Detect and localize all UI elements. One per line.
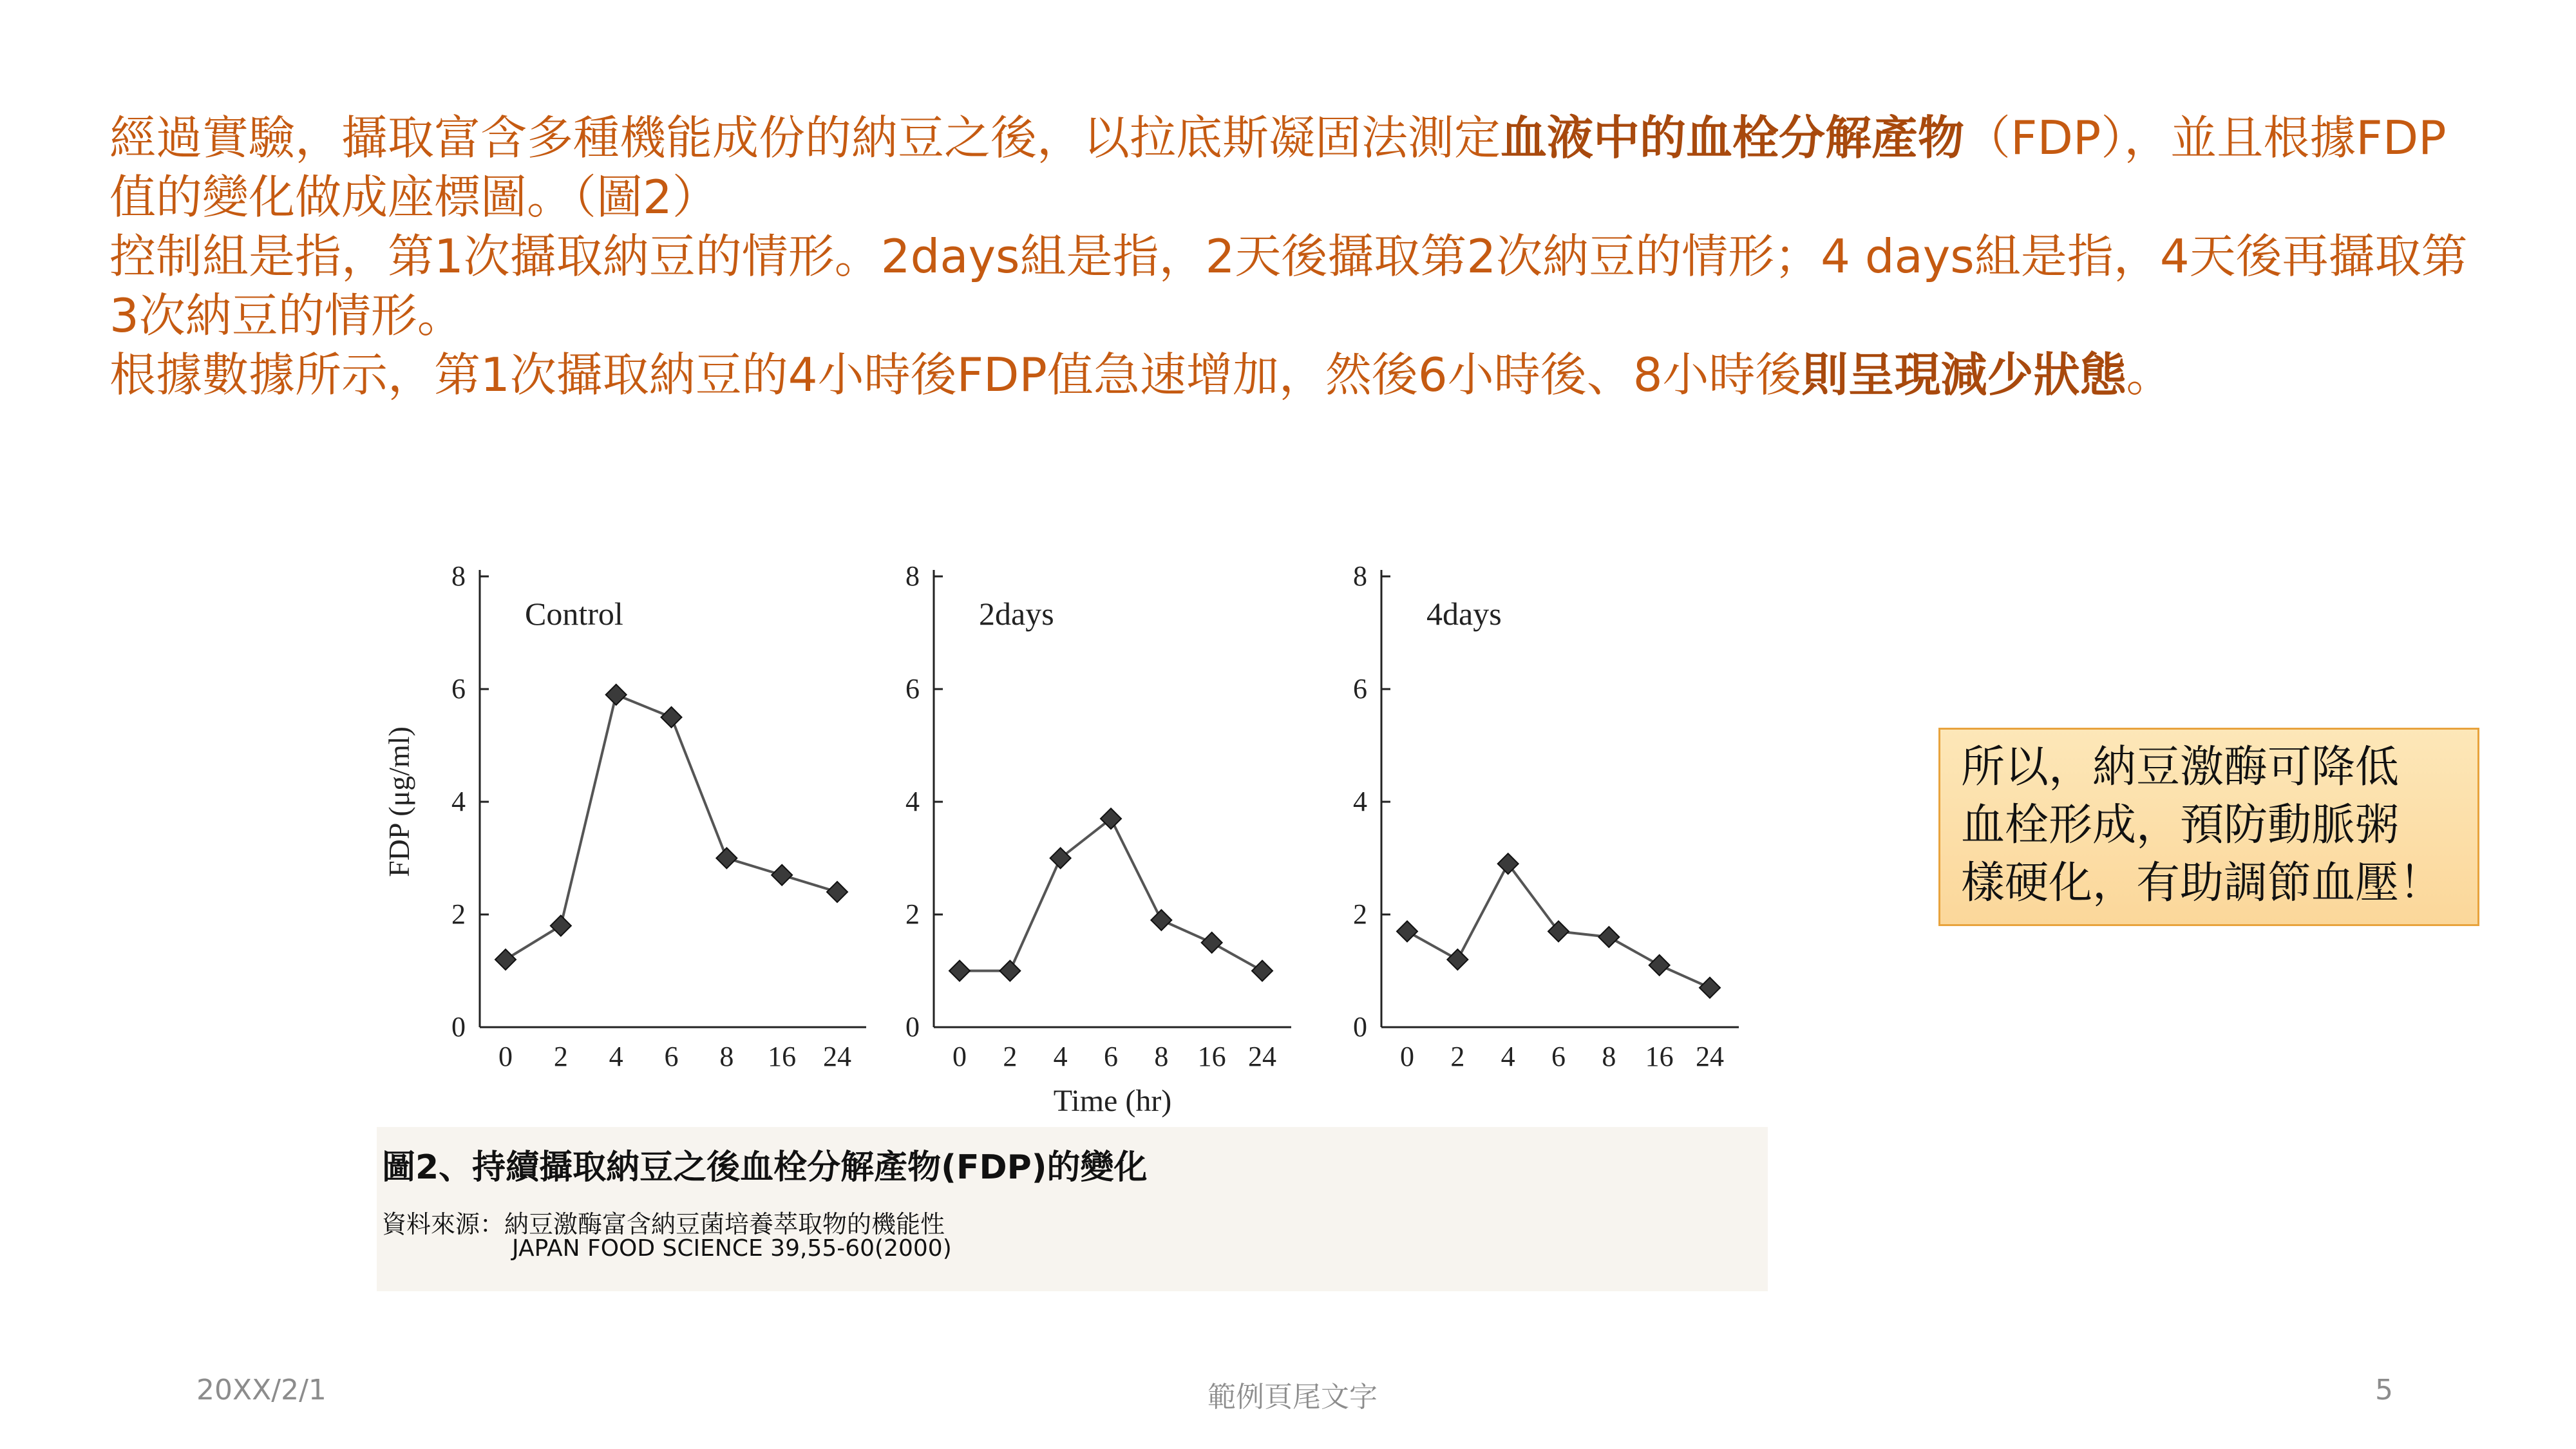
x-tick-label: 0 — [1400, 1041, 1414, 1072]
x-tick-label: 4 — [1501, 1041, 1515, 1072]
x-tick-label: 8 — [1154, 1041, 1169, 1072]
y-tick-label: 0 — [1353, 1011, 1367, 1043]
data-point — [1202, 933, 1222, 953]
y-tick-label: 4 — [905, 786, 920, 817]
x-tick-label: 16 — [768, 1041, 797, 1072]
data-point — [1649, 955, 1670, 976]
x-tick-label: 6 — [1551, 1041, 1566, 1072]
paragraph-groups — [109, 227, 2479, 345]
figure-caption-box — [377, 1127, 1768, 1291]
x-tick-label: 0 — [952, 1041, 967, 1072]
footer-text: 範例頁尾文字 — [1208, 1381, 1378, 1414]
p3-text-c: 。 — [2126, 348, 2173, 402]
x-tick-label: 8 — [719, 1041, 734, 1072]
y-tick-label: 6 — [1353, 673, 1367, 705]
fdp-charts — [377, 544, 1768, 1127]
x-tick-label: 24 — [1696, 1041, 1724, 1072]
data-point — [1151, 910, 1171, 931]
data-point — [772, 865, 792, 886]
x-tick-label: 0 — [498, 1041, 513, 1072]
x-tick-label: 6 — [1104, 1041, 1118, 1072]
x-tick-label: 4 — [1053, 1041, 1068, 1072]
conclusion-callout: 所以，納豆激酶可降低 血栓形成，預防動脈粥 樣硬化，有助調節血壓！ — [1938, 728, 2479, 926]
y-tick-label: 8 — [905, 560, 920, 592]
footer-date: 20XX/2/1 — [196, 1374, 327, 1406]
data-point — [716, 848, 737, 869]
chart-title-2: 4days — [1426, 596, 1502, 632]
y-tick-label: 4 — [451, 786, 466, 817]
y-tick-label: 2 — [1353, 898, 1367, 930]
y-tick-label: 0 — [905, 1011, 920, 1043]
data-point — [1252, 961, 1273, 981]
data-point — [827, 882, 848, 902]
p3-text-a: 根據數據所示，第1次攝取納豆的4小時後FDP值急速增加，然後6小時後、8小時後 — [109, 348, 1802, 402]
x-tick-label: 2 — [1450, 1041, 1465, 1072]
page-number: 5 — [2375, 1374, 2393, 1406]
y-tick-label: 6 — [905, 673, 920, 705]
paragraph-result — [109, 345, 2479, 404]
p1-text-c: （FDP），並且根據FDP值的變化做成座標圖。（圖2） — [109, 111, 2447, 224]
y-axis-label: FDP (μg/ml) — [383, 726, 415, 877]
y-tick-label: 0 — [451, 1011, 466, 1043]
x-tick-label: 4 — [609, 1041, 623, 1072]
y-tick-label: 2 — [905, 898, 920, 930]
x-tick-label: 2 — [1003, 1041, 1018, 1072]
data-point — [1548, 921, 1569, 942]
source-line-2: JAPAN FOOD SCIENCE 39,55-60(2000) — [512, 1235, 952, 1262]
data-point — [1498, 853, 1519, 874]
x-tick-label: 16 — [1645, 1041, 1674, 1072]
y-tick-label: 8 — [451, 560, 466, 592]
data-point — [1598, 927, 1619, 947]
figure — [377, 544, 1768, 1291]
x-tick-label: 24 — [1248, 1041, 1276, 1072]
data-point — [1447, 949, 1468, 970]
source-line-1: 資料來源：納豆激酶富含納豆菌培養萃取物的機能性 — [382, 1210, 945, 1238]
data-point — [1700, 978, 1720, 998]
x-tick-label: 24 — [823, 1041, 851, 1072]
x-tick-label: 16 — [1197, 1041, 1226, 1072]
x-tick-label: 8 — [1602, 1041, 1616, 1072]
x-axis-label: Time (hr) — [1053, 1084, 1172, 1118]
figure-caption-title: 圖2、持續攝取納豆之後血栓分解產物(FDP)的變化 — [382, 1148, 1148, 1187]
data-point — [551, 916, 571, 936]
p3-highlight: 則呈現減少狀態 — [1801, 348, 2126, 402]
y-tick-label: 4 — [1353, 786, 1367, 817]
p1-text-a: 經過實驗，攝取富含多種機能成份的納豆之後，以拉底斯凝固法測定 — [109, 111, 1501, 165]
data-point — [495, 949, 516, 970]
x-tick-label: 2 — [553, 1041, 568, 1072]
data-point — [999, 961, 1020, 981]
paragraph-method — [109, 108, 2479, 227]
data-point — [1397, 921, 1417, 942]
y-tick-label: 2 — [451, 898, 466, 930]
data-point — [949, 961, 970, 981]
p2-text: 控制組是指，第1次攝取納豆的情形。2days組是指，2天後攝取第2次納豆的情形；4 days組是指，4天後再攝取第3次納豆的情形。 — [109, 229, 2468, 343]
p1-highlight: 血液中的血栓分解產物 — [1501, 111, 1965, 165]
x-tick-label: 6 — [664, 1041, 679, 1072]
data-point — [661, 707, 682, 728]
y-tick-label: 8 — [1353, 560, 1367, 592]
chart-title-0: Control — [525, 596, 623, 632]
data-point — [606, 685, 627, 705]
chart-title-1: 2days — [979, 596, 1054, 632]
series-line-0 — [506, 695, 837, 960]
y-tick-label: 6 — [451, 673, 466, 705]
